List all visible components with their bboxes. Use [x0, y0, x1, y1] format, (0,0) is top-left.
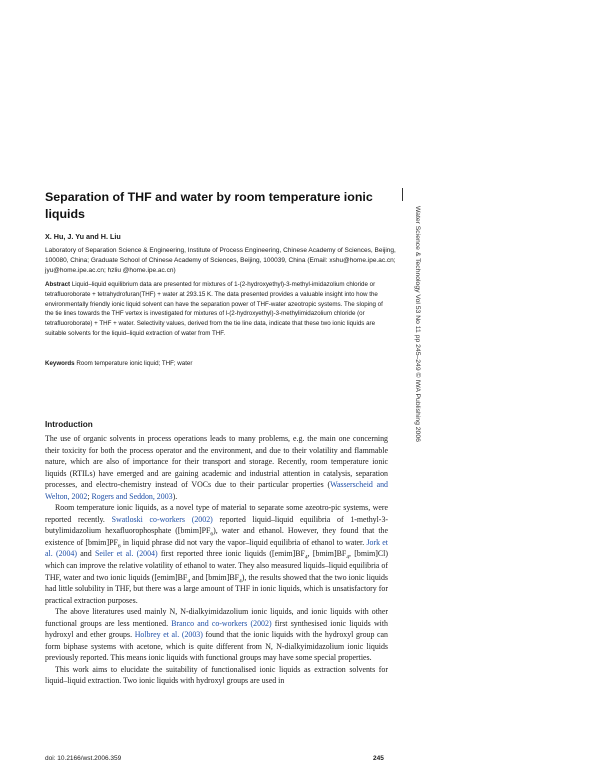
keywords-text: Room temperature ionic liquid; THF; water — [76, 360, 193, 367]
journal-side-caption: Water Science & Technology Vol 53 No 11 pp 245–249 © IWA Publishing 2006 — [414, 206, 421, 442]
body-text — [45, 433, 388, 687]
authors: X. Hu, J. Yu and H. Liu — [45, 232, 121, 241]
citation-link[interactable]: Branco and co-workers (2002) — [171, 618, 272, 628]
section-heading-introduction: Introduction — [45, 420, 93, 429]
page-number: 245 — [373, 755, 384, 762]
paragraph-1: The use of organic solvents in process operations leads to many problems, e.g. the main one concerning their toxicity for both the process operator and the environment, and due to their volatility and flammable nature, which are also of importance for their transport and storage. Recently, room temperature ionic liquids (RTILs) have emerged and are gaining academic and industrial attention in catalysis, separation processes, and electro-chemistry instead of VOCs due to their particular properties (Wasserscheid and Welton, 2002; Rogers and Seddon, 2003). — [45, 434, 388, 501]
affiliation: Laboratory of Separation Science & Engineering, Institute of Process Engineering, Chinese Academy of Sciences, Beijing, 100080, China; Graduate School of Chinese Academy of Sciences, Beijing, 100039, China (Email: xshu@home.ipe.ac.cn; jyu@home.ipe.ac.cn; hzliu @home.ipe.ac.cn) — [45, 247, 396, 274]
paragraph-2: Room temperature ionic liquids, as a novel type of material to separate some azeotro-pic systems, were reported recently. Swatloski co-workers (2002) reported liquid–liquid equilibria of 1-methyl-3-butylimidazolium hexafluorophosphate $([bmim]PF_6)$, water and ethanol. However, they found that the existence of $[bmim]PF_6$ in liquid phrase did not vary the vapor–liquid equilibria of ethanol to water. Jork et al. (2004) and Seiler et al. (2004) first reported three ionic liquids ($[emim]BF_4$, $[bmim]BF_4$, [bmim]Cl) which can improve the relative volatility of ethanol to water. They also measured liquids–liquid equilibria of THF, water and two ionic liquids ($[emim]BF_4$ and $[bmim]BF_4$), the results showed that the two ionic liquids had little solubility in THF, but there was a large amount of THF in ionic liquids, which is unsatisfactory for practical extraction purposes. — [45, 503, 389, 605]
abstract-label: Abstract — [45, 281, 71, 288]
keywords-label: Keywords — [45, 360, 75, 367]
doi: doi: 10.2166/wst.2006.359 — [45, 755, 122, 762]
side-rule — [402, 188, 403, 201]
citation-link[interactable]: Holbrey et al. (2003) — [134, 630, 203, 640]
abstract-text: Liquid–liquid equilibrium data are presented for mixtures of 1-(2-hydroxyethyl)-3-methyl-imidazolium chloride or tetrafluoroborate + tetrahydrofuran(THF) + water at 293.15 K. The data presented provides a valuable insight into how the environmentally friendly ionic liquid solvent can have the separation power of THF-water azeotropic systems. The sloping of the tie lines towards the THF vertex is investigated for mixtures of l-(2-hydroxyethyl)-3-methylimidazolium chloride (or tetrafluoroborate) + THF + water. Selectivity values, derived from the tie line data, indicate that these two ionic liquids are suitable solvents for the liquid–liquid extraction of water from THF. — [45, 281, 383, 337]
citation-link[interactable]: Jork et al. (2004) — [45, 537, 388, 559]
abstract — [45, 280, 385, 339]
paper-title: Separation of THF and water by room temperature ionic liquids — [45, 190, 373, 221]
paragraph-3: The above literatures used mainly N, N-dialkyimidazolium ionic liquids, and ionic liquids with other functional groups are less mentioned. Branco and co-workers (2002) first synthesised ionic liquids with hydroxyl and ether groups. Holbrey et al. (2003) found that the ionic liquids with the hydroxyl group can form biphase systems with acetone, which is quite different from N, N-dialkyimidazolium ionic liquids previously reported. This means ionic liquids with functional groups may have some special properties. — [45, 607, 388, 663]
paragraph-4: This work aims to elucidate the suitability of functionalised ionic liquids as extraction solvents for liquid–liquid extraction. Two ionic liquids with hydroxyl groups are used in — [45, 664, 388, 686]
citation-link[interactable]: Rogers and Seddon, 2003 — [91, 491, 173, 501]
citation-link[interactable]: Wasserscheid and Welton, 2002 — [45, 480, 388, 501]
citation-link[interactable]: Swatloski co-workers (2002) — [111, 514, 213, 524]
keywords — [45, 360, 192, 367]
citation-link[interactable]: Seiler et al. (2004) — [94, 549, 158, 559]
